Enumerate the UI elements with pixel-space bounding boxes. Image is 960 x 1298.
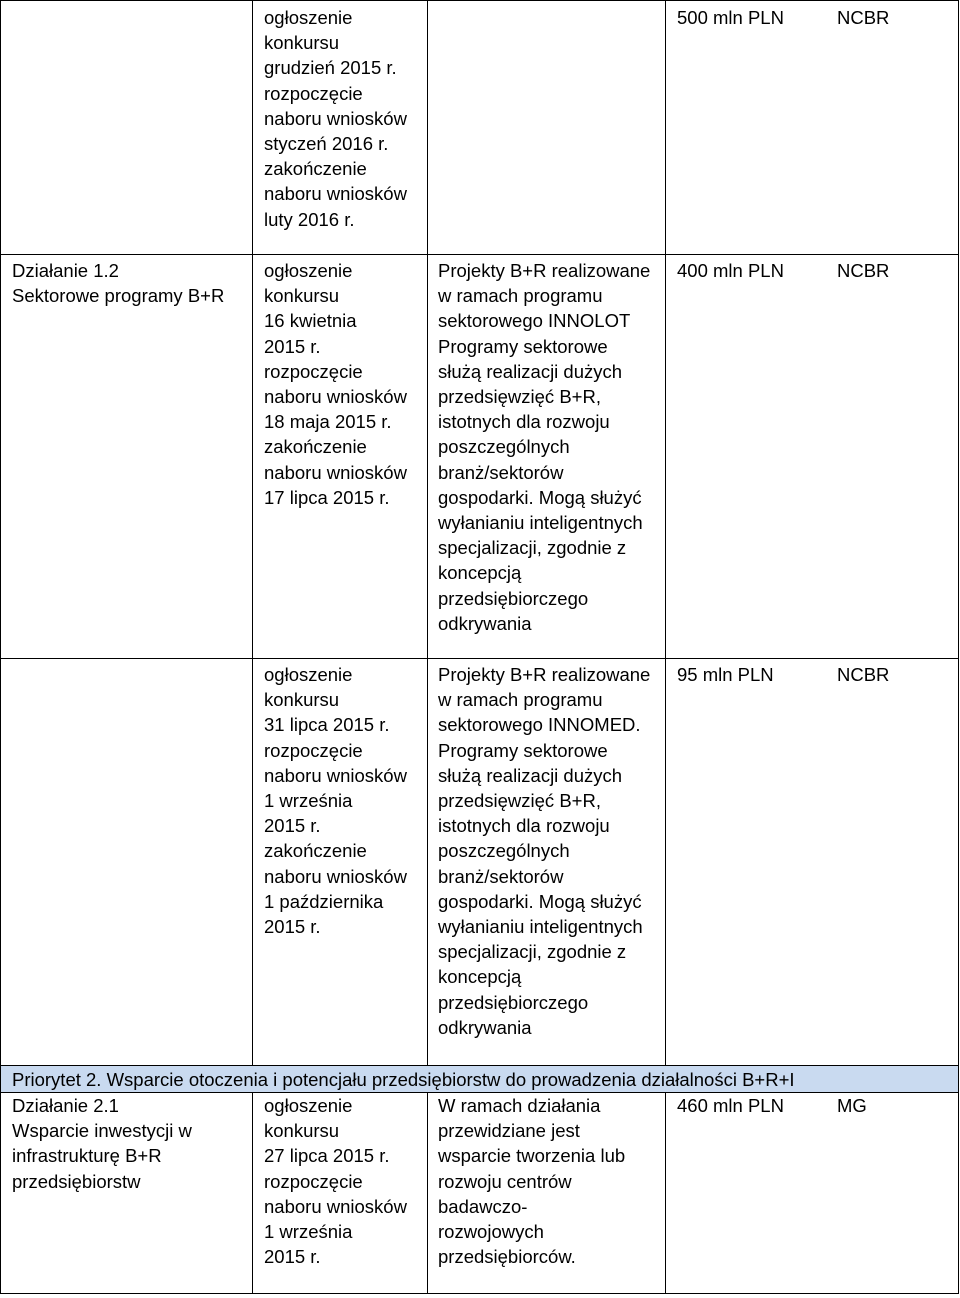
- schedule-cell: ogłoszenie konkursu grudzień 2015 r. rozpoczęcie naboru wniosków styczeń 2016 r. zakończenie naboru wniosków luty 2016 r.: [264, 7, 407, 230]
- schedule-cell: ogłoszenie konkursu 27 lipca 2015 r. rozpoczęcie naboru wniosków 1 września 2015 r.: [264, 1095, 407, 1268]
- budget-cell: 460 mln PLN: [677, 1095, 784, 1116]
- budget-cell: 95 mln PLN: [677, 664, 774, 685]
- priority-banner: Priorytet 2. Wsparcie otoczenia i potencjału przedsiębiorstw do prowadzenia działalności B+R+I: [12, 1069, 795, 1090]
- column-border: [665, 0, 666, 1066]
- institution-cell: NCBR: [837, 260, 890, 281]
- action-cell: Działanie 1.2 Sektorowe programy B+R: [12, 260, 225, 307]
- institution-cell: NCBR: [837, 664, 890, 685]
- description-cell: Projekty B+R realizowane w ramach programu sektorowego INNOLOT Programy sektorowe służą realizacji dużych przedsięwzięć B+R, istotnych dla rozwoju poszczególnych branż/sektorów gospodarki. Mogą służyć wyłanianiu inteligentnych specjalizacji, zgodnie z koncepcją przedsiębiorczego odkrywania: [438, 260, 651, 634]
- column-border: [427, 1092, 428, 1294]
- column-border: [252, 1092, 253, 1294]
- table-right-border: [958, 0, 959, 1294]
- description-cell: W ramach działania przewidziane jest wsparcie tworzenia lub rozwoju centrów badawczo- rozwojowych przedsiębiorców.: [438, 1095, 626, 1268]
- schedule-cell: ogłoszenie konkursu 16 kwietnia 2015 r. rozpoczęcie naboru wniosków 18 maja 2015 r. zakończenie naboru wniosków 17 lipca 2015 r.: [264, 260, 407, 508]
- row-border: [0, 1293, 959, 1294]
- column-border: [665, 1092, 666, 1294]
- column-border: [427, 0, 428, 1066]
- institution-cell: NCBR: [837, 7, 890, 28]
- row-border: [0, 1065, 959, 1066]
- table-left-border: [0, 0, 1, 1294]
- action-cell: Działanie 2.1 Wsparcie inwestycji w infrastrukturę B+R przedsiębiorstw: [12, 1095, 192, 1192]
- budget-cell: 400 mln PLN: [677, 260, 784, 281]
- institution-cell: MG: [837, 1095, 867, 1116]
- schedule-cell: ogłoszenie konkursu 31 lipca 2015 r. rozpoczęcie naboru wniosków 1 września 2015 r. zakończenie naboru wniosków 1 października 2015 r.: [264, 664, 407, 938]
- column-border: [252, 0, 253, 1066]
- description-cell: Projekty B+R realizowane w ramach programu sektorowego INNOMED. Programy sektorowe służą realizacji dużych przedsięwzięć B+R, istotnych dla rozwoju poszczególnych branż/sektorów gospodarki. Mogą służyć wyłanianiu inteligentnych specjalizacji, zgodnie z koncepcją przedsiębiorczego odkrywania: [438, 664, 651, 1038]
- budget-cell: 500 mln PLN: [677, 7, 784, 28]
- row-border: [0, 0, 959, 1]
- row-border: [0, 658, 959, 659]
- row-border: [0, 254, 959, 255]
